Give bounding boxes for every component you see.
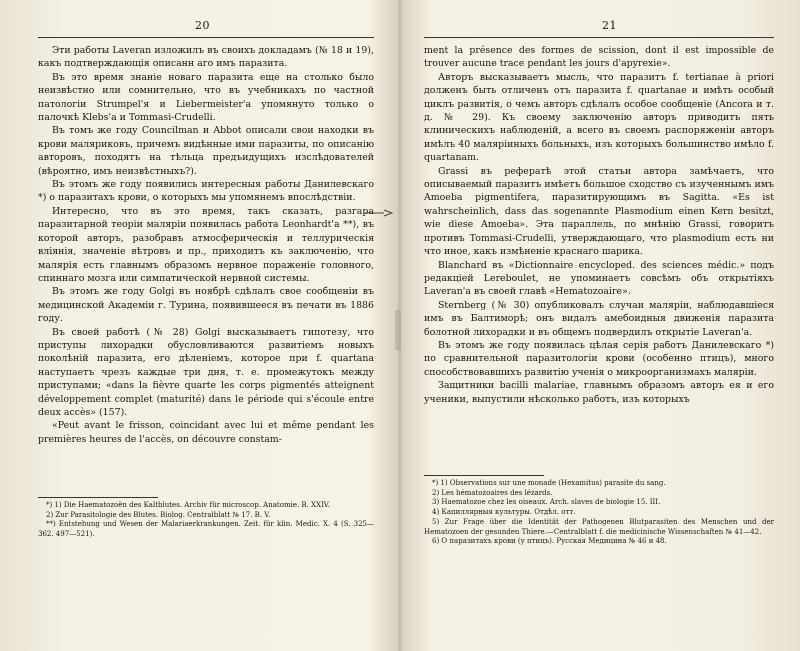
paragraph: Защитники bacilli malariae, главнымъ образомъ авторъ ея и его ученики, выпустили нѣсколько работъ, изъ которыхъ xyxy=(424,380,774,405)
paragraph: Интересно, что въ это время, такъ сказать, разгара паразитарной теоріи маляріи появилась работа Leonhardt'a **), въ которой авторъ, разобравъ атмосферическія и теллурическія вліянія, значеніе вѣтровъ и пр., приходитъ къ заключенію, что малярія есть главнымъ образомъ нервное пораженіе головного, спиннаго мозга или симпатической нервной системы. xyxy=(38,205,374,284)
footnote: *) 1) Observations sur une monade (Hexamitus) parasite du sang. xyxy=(432,479,666,487)
footnote-rule-left xyxy=(38,497,158,498)
paragraph: «Peut avant le frisson, coincidant avec lui et même pendant les premières heures de l'accès, on découvre constam- xyxy=(38,420,374,445)
paragraph: Въ этомъ же году появились интересныя работы Данилевскаго *) о паразитахъ крови, о которыхъ мы упомянемъ впослѣдствіи. xyxy=(38,179,374,204)
left-footnotes xyxy=(38,501,374,540)
paragraph: Въ этомъ же году Golgi въ ноябрѣ сдѣлалъ свое сообщеніи въ медицинской Академіи г. Турина, появившееся въ печати въ 1886 году. xyxy=(38,286,374,325)
page-number-left: 20 xyxy=(195,19,210,32)
paragraph: Grassi въ рефератѣ этой статьи автора замѣчаетъ, что описываемый паразитъ имѣетъ большое сходство съ изученнымъ имъ Amoeba pigmentifera, паразитирующимъ въ Sagitta. «Es ist wahrscheinlich, dass das sogenannte Plasmodium einen Kern besitzt, wie diese Amoeba». Эта параллель, по мнѣнію Grassi, говоритъ противъ Tommasi-Crudelli, утверждающаго, что plasmodium есть ни что иное, какъ измѣненіе краснаго шарика. xyxy=(424,165,774,258)
footnote: 5) Zur Frage über die Identität der Pathogenen Blutparasiten des Menschen und der Hematozoen der gesunden Thiere.—Centralblatt f. die medicinische Wissenschaften № 41—42. xyxy=(424,517,774,536)
footnote: **) Entstehung und Wesen der Malariaerkrankungen. Zeit. für klin. Medic. X. 4 (S. 325—362. 497—521). xyxy=(38,520,374,539)
paragraph: Въ своей работѣ (№ 28) Golgi высказываетъ гипотезу, что приступы лихорадки обусловливаются развитіемъ новыхъ поколѣній паразита, его дѣленіемъ, которое при f. quartana наступаетъ чрезъ каждые три дня, т. е. промежутокъ между приступами; «dans la fièvre quarte les corps pigmentés atteignent développement complet (maturité) dans le période qui s'écoule entre deux accès» (157). xyxy=(38,326,374,418)
paragraph: Въ этомъ же году появилась цѣлая серія работъ Данилевскаго *) по сравнительной паразитологіи крови (особенно птицъ), много способствовавшихъ развитію ученія о микроорганизмахъ маляріи. xyxy=(424,339,774,378)
paragraph: Blanchard въ «Dictionnaire encycloped. des sciences médic.» подъ редакціей Lereboulet, не упоминаетъ совсѣмъ объ открытіяхъ Laveran'a въ своей главѣ «Hematozoaire». xyxy=(424,259,774,298)
header-rule-right xyxy=(424,37,774,38)
footnote: 4) Капиллярныя культуры. Отдѣл. отт. xyxy=(432,508,576,517)
pointing-hand-icon xyxy=(362,206,396,220)
footnote: 3) Haematozoe chez les oiseaux. Arch. slaves de biologie 15. III. xyxy=(432,498,661,507)
right-footnotes xyxy=(424,479,774,547)
header-rule-left xyxy=(38,37,374,38)
paragraph: Въ томъ же году Councilman и Abbot описали свои находки въ крови маляриковъ, причемъ видѣнные ими паразиты, по описанію авторовъ, походятъ на тѣльца предъидущихъ изслѣдователей (вѣроятно, имъ неизвѣстныхъ?). xyxy=(38,125,374,177)
page-number-right: 21 xyxy=(602,19,617,32)
paragraph: Авторъ высказываетъ мысль, что паразитъ f. tertianae à priori долженъ быть отличенъ отъ паразита f. quartanae и имѣть особый циклъ развитія, о чемъ авторъ сдѣлалъ особое сообщеніе (Ancora и т. д. № 29). Къ своему заключенію авторъ приводитъ пять клиническихъ наблюденій, а всего въ своемъ распоряженіи авторъ имѣлъ 40 маляріиныхъ больныхъ, изъ которыхъ большинство имѣло f. quartanam. xyxy=(424,71,774,164)
left-body-text xyxy=(38,44,374,446)
footnote: 6) О паразитахъ крови (у птицъ). Русская Медицина № 46 и 48. xyxy=(432,537,667,546)
paragraph: Въ это время знаніе новаго паразита еще на столько было неизвѣстно или сомнительно, что въ учебникахъ по частной патологіи Strumpel'я и Liebermeister'a упомянуто только о палочкѣ Klebs'a и Tommasi-Crudelli. xyxy=(38,71,374,124)
paragraph: ment la présence des formes de scission, dont il est impossible de trouver aucune trace pendant les jours d'apyrexie». xyxy=(424,45,774,70)
footnote: 2) Les hématozoaires des lézards. xyxy=(432,488,553,497)
paragraph: Эти работы Laveran изложилъ въ своихъ докладамъ (№ 18 и 19), какъ подтверждающія описанн аго имъ паразита. xyxy=(38,45,374,70)
footnote: *) 1) Die Haematozoën des Kaltblutes. Archiv für microscop. Anatomie. B. XXIV. xyxy=(46,501,330,509)
left-page xyxy=(0,0,398,651)
footnote-rule-right xyxy=(424,475,544,476)
paragraph: Sternberg (№ 30) опубликовалъ случаи маляріи, наблюдавшіеся имъ въ Балтиморѣ; онъ видалъ амебоидныя движенія паразита болотной лихорадки и въ общемъ подвердилъ открытіе Laveran'a. xyxy=(424,299,774,338)
right-body-text xyxy=(424,44,774,406)
right-page xyxy=(402,0,800,651)
footnote: 2) Zur Parasitologie des Blutes. Biolog. Centralblatt № 17. B. V. xyxy=(46,510,271,519)
